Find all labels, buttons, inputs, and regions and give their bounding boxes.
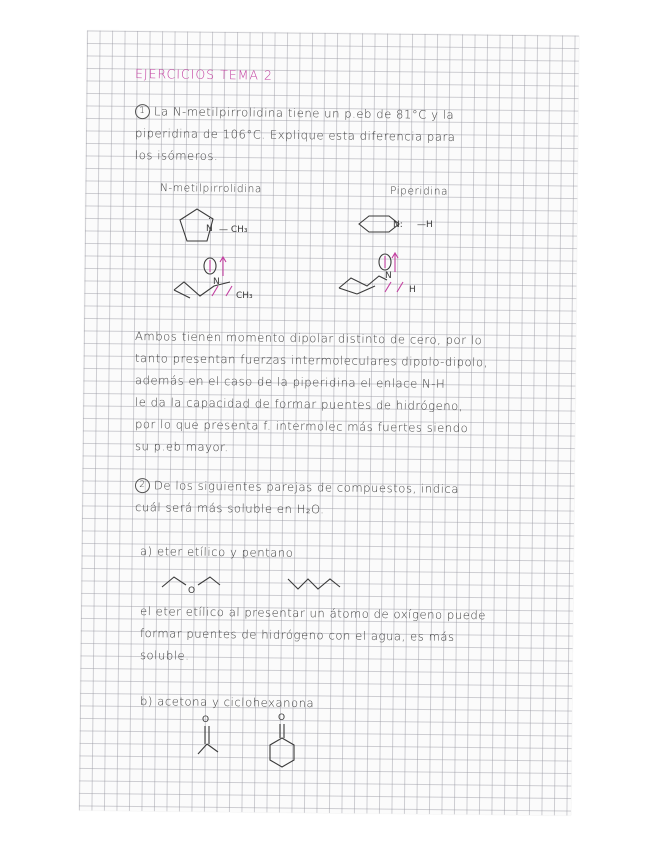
mol1-lone-pair: .. — [208, 212, 214, 222]
acetone-methyl-right — [207, 744, 218, 752]
piperidina-conformation — [335, 248, 455, 303]
dipole-arrow-2b — [397, 282, 403, 292]
answer-1-line-1: Ambos tienen momento dipolar distinto de cero, por lo — [134, 329, 483, 348]
question-2-text-1: De los siguientes parejas de compuestos, indica — [153, 478, 460, 496]
answer-a-line-2: formar puentes de hidrógeno con el agua, es más — [139, 626, 455, 644]
answer-1-line-3: además en el caso de la piperidina el enlace N-H — [134, 373, 446, 391]
conf2-n-label: N — [385, 271, 392, 281]
question-1-line-2: piperidina de 106°C. Explique esta diferencia para — [134, 126, 456, 144]
envelope-edge-1 — [174, 290, 190, 298]
mol1-ch3-label: — CH₃ — [219, 225, 248, 235]
chair-edge-3 — [357, 286, 375, 294]
cyclohexanone-o-label: O — [278, 713, 286, 723]
answer-a-line-1: el eter etílico al presentar un átomo de oxígeno puede — [139, 604, 487, 623]
pentane-zigzag — [288, 579, 340, 589]
label-n-metilpirrolidina: N-metilpirrolidina — [159, 182, 263, 196]
ether-chain-right — [198, 577, 220, 585]
answer-1-line-6: su p.eb mayor. — [134, 439, 229, 455]
chair-ring-2 — [339, 276, 387, 288]
mol2-h-label: —H — [417, 220, 433, 230]
cyclohexanone-ring — [270, 738, 294, 767]
dipole-arrow-1a — [212, 286, 218, 296]
acetone-o-label: O — [202, 715, 210, 725]
part-a-structures — [160, 573, 380, 603]
question-number-2: 2 — [135, 478, 150, 493]
answer-a-line-3: soluble. — [139, 648, 190, 663]
answer-1-line-5: por lo que presenta f. intermolec más fuertes siendo — [134, 417, 469, 436]
answer-1-line-2: tanto presentan fuerzas intermoleculares dipolo-dipolo, — [134, 351, 488, 370]
page-title: EJERCICIOS TEMA 2 — [134, 66, 274, 83]
conf1-n-label: N — [213, 277, 220, 287]
piperidina-structure — [355, 210, 475, 250]
question-1-line-3: los isómeros. — [134, 148, 219, 164]
mol2-n-label: N: — [393, 220, 403, 230]
acetone-methyl-left — [198, 744, 207, 754]
n-metilpirrolidina-conformation — [170, 252, 290, 307]
chair-edge-2 — [339, 288, 357, 294]
mol1-n-label: N — [206, 224, 213, 234]
conf1-ch3-label: CH₃ — [236, 291, 253, 301]
dipole-arrow-2a — [385, 282, 391, 292]
question-2-line-2: cuál será más soluble en H₂O. — [134, 500, 325, 517]
ether-o-label: O — [188, 586, 196, 596]
part-b-label: b) acetona y ciclohexanona — [139, 694, 315, 711]
answer-1-line-4: le da la capacidad de formar puentes de hidrógeno, — [134, 395, 464, 414]
part-a-label: a) eter etílico y pentano — [139, 544, 294, 560]
ether-chain-left — [162, 577, 186, 587]
part-b-structures — [190, 710, 320, 775]
label-piperidina: Piperidina — [389, 185, 449, 198]
question-number-1: 1 — [135, 104, 150, 119]
conf2-h-label: H — [409, 285, 416, 295]
n-metilpirrolidina-structure — [175, 205, 295, 255]
question-1-text-1: La N-metilpirrolidina tiene un p.eb de 81°C y la — [153, 104, 455, 122]
dipole-arrow-1b — [226, 286, 232, 296]
